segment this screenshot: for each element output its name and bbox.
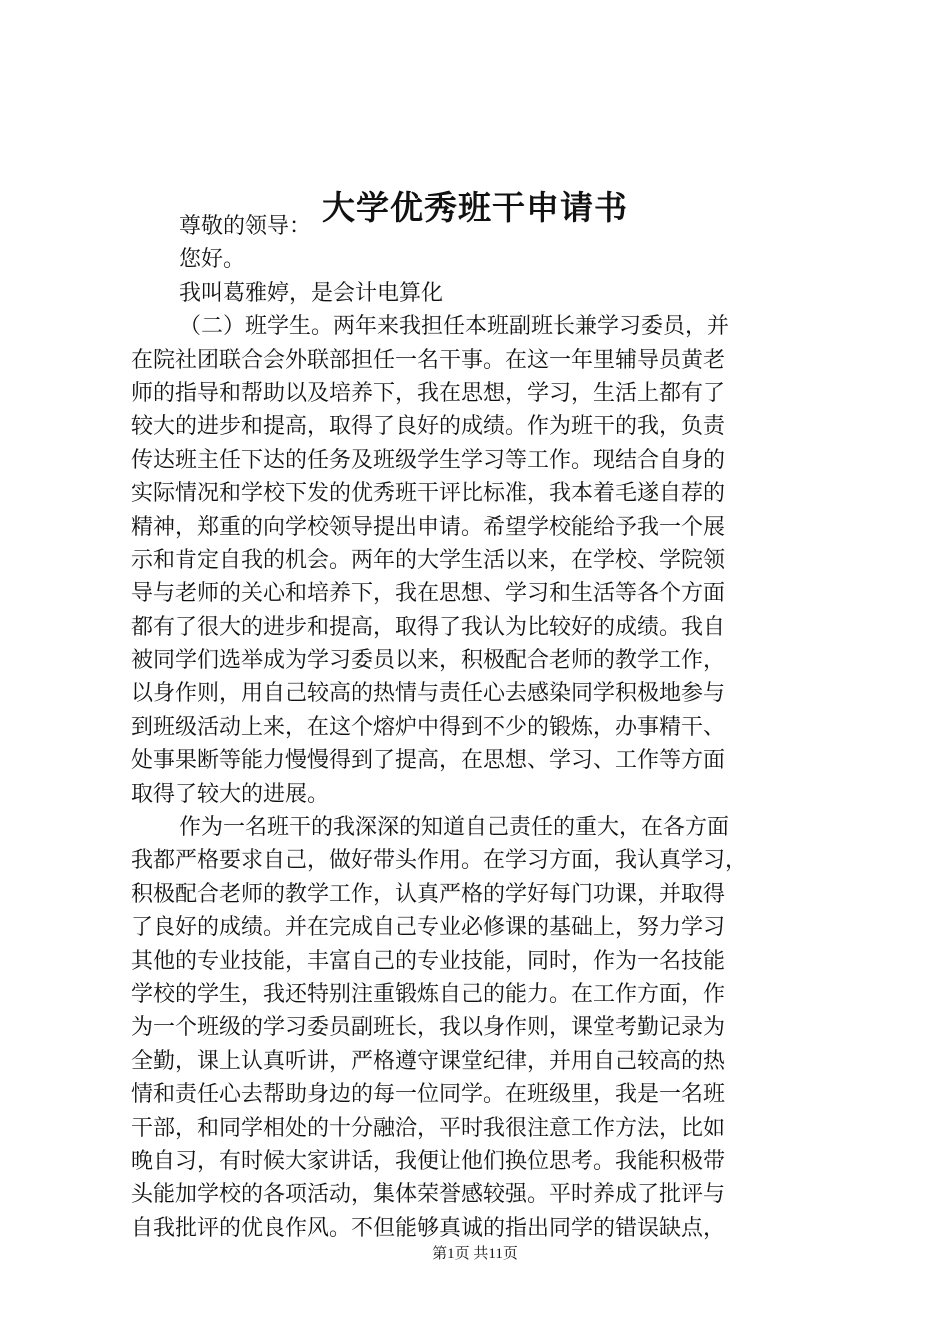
text-line: 较大的进步和提高，取得了良好的成绩。作为班干的我，负责: [131, 414, 726, 440]
text-line: 被同学们选举成为学习委员以来，积极配合老师的教学工作，: [131, 648, 726, 674]
text-line: 师的指导和帮助以及培养下，我在思想，学习，生活上都有了: [131, 380, 726, 406]
text-line: 自我批评的优良作风。不但能够真诚的指出同学的错误缺点，: [131, 1215, 726, 1241]
text-line: 作为一名班干的我深深的知道自己责任的重大，在各方面: [179, 815, 730, 841]
text-line: 我都严格要求自己，做好带头作用。在学习方面，我认真学习，: [131, 848, 748, 874]
text-line: 以身作则，用自己较高的热情与责任心去感染同学积极地参与: [131, 681, 726, 707]
text-line: 其他的专业技能，丰富自己的专业技能，同时，作为一名技能: [131, 948, 726, 974]
text-line: 在院社团联合会外联部担任一名干事。在这一年里辅导员黄老: [131, 347, 726, 373]
text-line: 头能加学校的各项活动，集体荣誉感较强。平时养成了批评与: [131, 1182, 726, 1208]
text-line: 传达班主任下达的任务及班级学生学习等工作。现结合自身的: [131, 447, 726, 473]
text-line: 学校的学生，我还特别注重锻炼自己的能力。在工作方面，作: [131, 981, 726, 1007]
text-line: 了良好的成绩。并在完成自己专业必修课的基础上，努力学习: [131, 915, 726, 941]
text-line: 您好。: [179, 247, 246, 273]
text-line: 干部，和同学相处的十分融洽，平时我很注意工作方法，比如: [131, 1115, 726, 1141]
text-line: 精神，郑重的向学校领导提出申请。希望学校能给予我一个展: [131, 514, 726, 540]
text-line: 全勤，课上认真听讲，严格遵守课堂纪律，并用自己较高的热: [131, 1048, 726, 1074]
text-line: 情和责任心去帮助身边的每一位同学。在班级里，我是一名班: [131, 1082, 726, 1108]
text-line: 导与老师的关心和培养下，我在思想、学习和生活等各个方面: [131, 581, 726, 607]
text-line: 取得了较大的进展。: [131, 781, 330, 807]
text-line: 积极配合老师的教学工作，认真严格的学好每门功课，并取得: [131, 881, 726, 907]
text-line: 到班级活动上来，在这个熔炉中得到不少的锻炼，办事精干、: [131, 714, 726, 740]
text-line: 晚自习，有时候大家讲话，我便让他们换位思考。我能积极带: [131, 1148, 726, 1174]
text-line: 我叫葛雅婷，是会计电算化: [179, 280, 444, 306]
text-line: 为一个班级的学习委员副班长，我以身作则，课堂考勤记录为: [131, 1015, 726, 1041]
text-line: 处事果断等能力慢慢得到了提高，在思想、学习、工作等方面: [131, 748, 726, 774]
text-line: 示和肯定自我的机会。两年的大学生活以来，在学校、学院领: [131, 547, 726, 573]
text-line: （二）班学生。两年来我担任本班副班长兼学习委员，并: [179, 314, 730, 340]
text-line: 尊敬的领导：: [179, 214, 312, 239]
text-line: 都有了很大的进步和提高，取得了我认为比较好的成绩。我自: [131, 614, 726, 640]
text-line: 实际情况和学校下发的优秀班干评比标准，我本着毛遂自荐的: [131, 481, 726, 507]
page-footer: 第1页 共11页: [432, 1246, 518, 1262]
document-body: [131, 210, 829, 1245]
document-title: 大学优秀班干申请书: [322, 188, 628, 227]
